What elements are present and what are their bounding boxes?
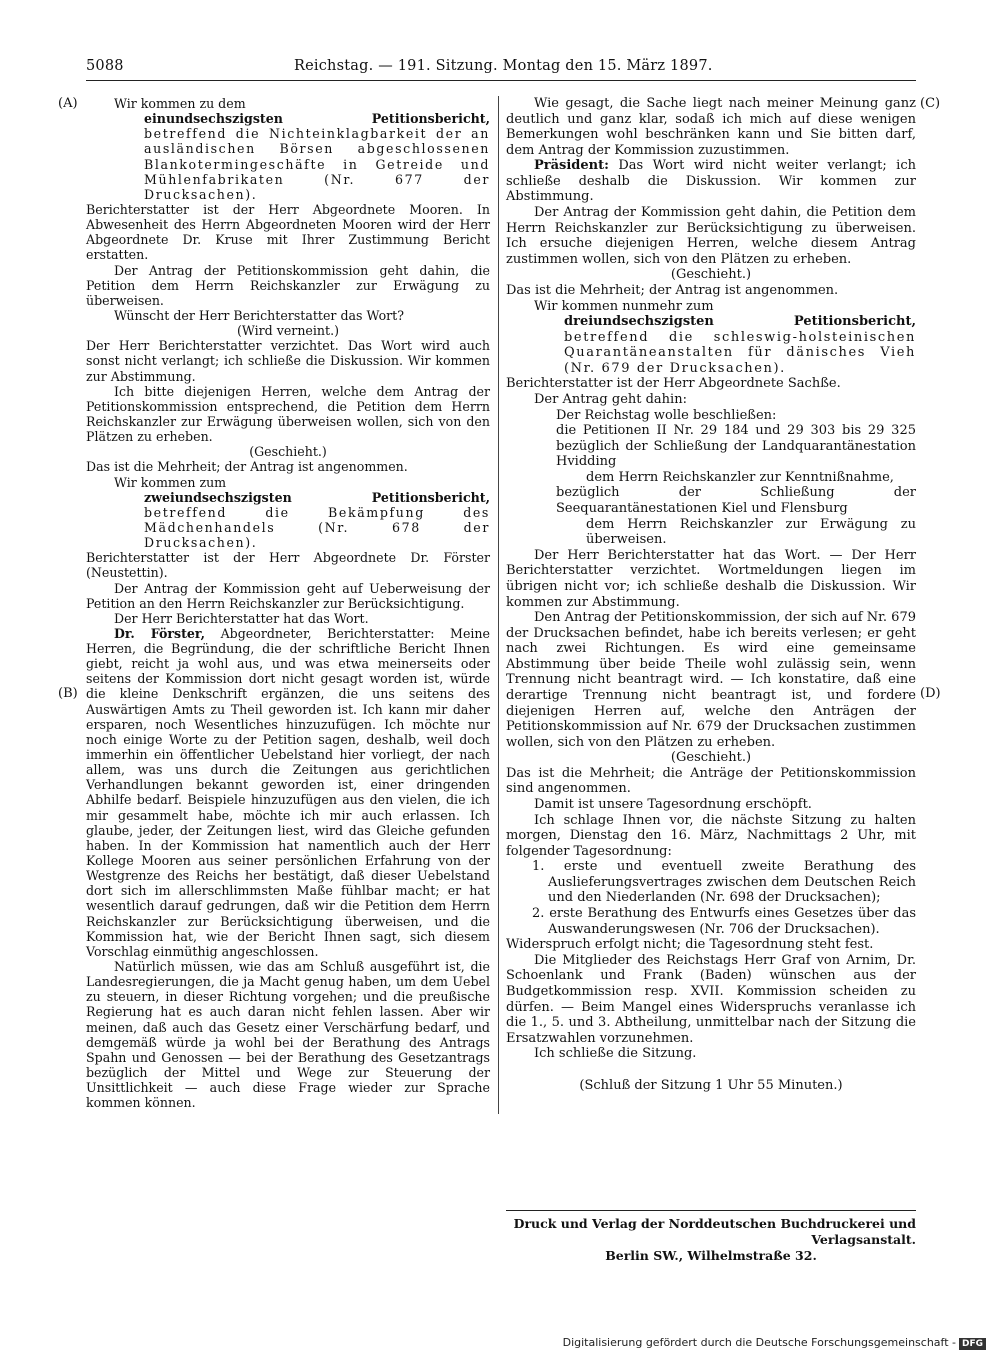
imprint-rule — [506, 1210, 916, 1211]
stage-direction: (Geschieht.) — [670, 267, 752, 283]
imprint-line: Druck und Verlag der Norddeutschen Buchdruckerei und Verlagsanstalt. — [513, 1216, 916, 1247]
paragraph: Das ist die Mehrheit; der Antrag ist angenommen. — [506, 282, 839, 298]
paragraph: Dr. Förster, Abgeordneter, Berichterstatter: Meine Herren, die Begründung, die der schriftliche Bericht Ihnen giebt, reicht ja wohl aus, und was etwa meinerseits oder seitens der Kommission dort nicht gesagt worden ist, würde die kleine Denkschrift ergänzen, die uns seitens des Auswärtigen Amts zu Theil geworden ist. Ich kann mir daher ersparen, noch Wesentliches hinzuzufügen. Ich möchte nur noch einige Worte zu der Petition sagen, deshalb, weil doch immerhin ein öffentlicher Uebelstand hier vorliegt, der nach allem, was uns durch die Zeitungen aus gerichtlichen Verhandlungen bekannt geworden ist, einer dringenden Abhilfe bedarf. Beispiele hinzuzufügen aus den vielen, die ich mir gesammelt habe, möchte ich mir auch erlassen. Ich glaube, jeder, der Zeitungen liest, wird das Gleiche gefunden haben. In der Kommission hat namentlich auch der Herr Kollege Mooren aus seiner persönlichen Erfahrung von der Westgrenze des Reichs her bestätigt, daß dieser Uebelstand dort sich im allerschlimmsten Maße fühlbar macht; er hat wesentlich darauf gedrungen, daß wir die Petition dem Herrn Reichskanzler zur Berücksichtigung überweisen, und die Kommission hat, wie der Bericht Ihnen sagt, sich diesem Vorschlag einmüthig angeschlossen. — [86, 625, 490, 959]
resolution-line: dem Herrn Reichskanzler zur Erwägung zu überweisen. — [586, 516, 916, 548]
margin-mark-d: (D) — [920, 686, 941, 701]
paragraph: Wie gesagt, die Sache liegt nach meiner Meinung ganz deutlich und ganz klar, sodaß ich mich auf diese wenigen Bemerkungen wohl beschränken kann und Sie bitten darf, dem Antrag der Kommission zuzustimmen. — [506, 96, 916, 158]
paragraph: Ich bitte diejenigen Herren, welche dem Antrag der Petitionskommission entsprechend, die Petition dem Herrn Reichskanzler zur Erwägung überweisen wollen, sich von den Plätzen zu erheben. — [86, 383, 490, 445]
paragraph: Der Antrag der Kommission geht auf Ueberweisung der Petition an den Herrn Reichskanzler zur Berücksichtigung. — [86, 580, 490, 611]
paragraph: Wir kommen zu dem — [114, 96, 246, 111]
paragraph: Ich schließe die Sitzung. — [534, 1046, 697, 1062]
paragraph: Berichterstatter ist der Herr Abgeordnete Dr. Förster (Neustettin). — [86, 550, 490, 581]
petition-heading: einundsechszigsten Petitionsbericht, — [144, 111, 490, 127]
paragraph: Natürlich müssen, wie das am Schluß ausgeführt ist, die Landesregierungen, die ja Macht genug haben, um dem Uebel zu steuern, in dieser Richtung vorgehen; und die preußische Regierung hat es auch daran nicht fehlen lassen. Aber wir meinen, daß auch das Gesetz einer Verschärfung bedarf, und demgemäß würde ja wohl bei der Berathung des Antrags Spahn und Genossen — bei der Berathung des Gesetzantrags bezüglich der Mittel und Wege zur Steuerung der Unsittlichkeit — auch diese Frage wieder zur Sprache kommen können. — [86, 959, 490, 1111]
paragraph: Damit ist unsere Tagesordnung erschöpft. — [534, 797, 812, 813]
running-title: Reichstag. — 191. Sitzung. Montag den 15. März 1897. — [294, 58, 713, 74]
header-rule — [86, 80, 916, 81]
paragraph: Der Herr Berichterstatter verzichtet. Das Wort wird auch sonst nicht verlangt; ich schließe die Diskussion. Wir kommen zur Abstimmung. — [86, 338, 490, 384]
stage-direction: (Wird verneint.) — [236, 323, 340, 339]
paragraph: Wir kommen nunmehr zum — [534, 298, 714, 314]
paragraph: Das ist die Mehrheit; die Anträge der Petitionskommission sind angenommen. — [506, 765, 916, 797]
digitization-footer — [563, 1336, 986, 1350]
stage-direction: (Geschieht.) — [670, 750, 752, 766]
paragraph: Das ist die Mehrheit; der Antrag ist angenommen. — [86, 459, 408, 475]
paragraph: Der Herr Berichterstatter hat das Wort. — Der Herr Berichterstatter verzichtet. Wortmeldungen liegen im übrigen nicht vor; ich schließe deshalb die Diskussion. Wir kommen zur Abstimmung. — [506, 547, 916, 610]
resolution-line: die Petitionen II Nr. 29 184 und 29 303 bis 29 325 bezüglich der Schließung der Landquarantänestation Hvidding — [556, 423, 916, 470]
paragraph: Den Antrag der Petitionskommission, der sich auf Nr. 679 der Drucksachen befindet, habe ich bereits verlesen; er geht nach zwei Richtungen. Es wird eine gemeinsame Abstimmung über beide Theile wohl zulässig sein, wenn Trennung nicht beantragt wird. — Ich konstatire, daß eine derartige Trennung nicht beantragt ist, und fordere diejenigen Herren auf, welche den Anträgen der Petitionskommission auf Nr. 679 der Drucksachen zustimmen wollen, sich von den Plätzen zu erheben. — [506, 610, 916, 750]
paragraph: Der Antrag geht dahin: — [534, 391, 687, 407]
paragraph: Wünscht der Herr Berichterstatter das Wort? — [114, 307, 404, 323]
paragraph: Widerspruch erfolgt nicht; die Tagesordnung steht fest. — [506, 937, 874, 953]
resolution-line: bezüglich der Schließung der Seequarantänestationen Kiel und Flensburg — [556, 485, 916, 517]
column-divider — [498, 96, 499, 1114]
paragraph: Berichterstatter ist der Herr Abgeordnete Sachße. — [506, 376, 841, 392]
paragraph: zweiundsechszigsten Petitionsbericht, betreffend die Bekämpfung des Mädchenhandels (Nr. 678 der Drucksachen). — [144, 489, 490, 551]
speaker-name: Dr. Förster, — [114, 625, 206, 641]
paragraph: Berichterstatter ist der Herr Abgeordnete Mooren. In Abwesenheit des Herrn Abgeordneten Mooren wird der Herr Abgeordnete Dr. Kruse mit Ihrer Zustimmung Bericht erstatten. — [86, 201, 490, 263]
right-column — [506, 96, 916, 1093]
imprint-line: Berlin SW., Wilhelmstraße 32. — [605, 1248, 817, 1263]
closing-note: (Schluß der Sitzung 1 Uhr 55 Minuten.) — [579, 1077, 843, 1093]
agenda-item: 2. erste Berathung des Entwurfs eines Gesetzes über das Auswanderungswesen (Nr. 706 der Drucksachen). — [532, 906, 916, 937]
paragraph: Der Antrag der Kommission geht dahin, die Petition dem Herrn Reichskanzler zur Berücksichtigung zu überweisen. Ich ersuche diejenigen Herren, welche diesem Antrag zustimmen wollen, sich von den Plätzen zu erheben. — [506, 205, 916, 267]
agenda-item: 1. erste und eventuell zweite Berathung des Auslieferungsvertrages zwischen dem Deutschen Reich und den Niederlanden (Nr. 698 der Drucksachen); — [532, 859, 916, 906]
dfg-logo-icon: DFG — [959, 1338, 986, 1350]
paragraph: einundsechszigsten Petitionsbericht, betreffend die Nichteinklagbarkeit der an ausländischen Börsen abgeschlossenen Blankotermingeschäfte in Getreide und Mühlenfabrikaten (Nr. 677 der Drucksachen). — [144, 111, 490, 202]
resolution-line: dem Herrn Reichskanzler zur Kenntnißnahme, — [586, 469, 894, 485]
margin-mark-b: (B) — [58, 686, 78, 701]
resolution-line: Der Reichstag wolle beschließen: — [556, 407, 777, 423]
speaker-name: Präsident: — [534, 158, 609, 174]
paragraph: Der Herr Berichterstatter hat das Wort. — [114, 610, 369, 626]
petition-heading: dreiundsechszigsten Petitionsbericht, — [564, 314, 916, 330]
margin-mark-a: (A) — [58, 96, 78, 111]
stage-direction: (Geschieht.) — [249, 444, 327, 460]
paragraph: Präsident: Das Wort wird nicht weiter verlangt; ich schließe deshalb die Diskussion. Wir kommen zur Abstimmung. — [506, 158, 916, 205]
paragraph: Die Mitglieder des Reichstags Herr Graf von Arnim, Dr. Schoenlank und Frank (Baden) wünschen aus der Budgetkommission resp. XVII. Kommission scheiden zu dürfen. — Beim Mangel eines Widerspruchs veranlasse ich die 1., 5. und 3. Abtheilung, unmittelbar nach der Sitzung die Ersatzwahlen vorzunehmen. — [506, 952, 916, 1046]
margin-mark-c: (C) — [920, 96, 941, 111]
page-header — [86, 58, 916, 78]
footer-text: Digitalisierung gefördert durch die Deutsche Forschungsgemeinschaft - — [562, 1336, 956, 1349]
petition-heading: zweiundsechszigsten Petitionsbericht, — [144, 489, 490, 505]
left-column — [86, 96, 490, 1110]
paragraph: Ich schlage Ihnen vor, die nächste Sitzung zu halten morgen, Dienstag den 16. März, Nachmittags 2 Uhr, mit folgender Tagesordnung: — [506, 812, 916, 859]
paragraph: dreiundsechszigsten Petitionsbericht, betreffend die schleswig-holsteinischen Quarantäneanstalten für dänisches Vieh (Nr. 679 der Drucksachen). — [564, 314, 916, 376]
paragraph: Wir kommen zum — [114, 474, 227, 490]
printer-imprint — [506, 1216, 916, 1264]
paragraph: Der Antrag der Petitionskommission geht dahin, die Petition dem Herrn Reichskanzler zur Erwägung zu überweisen. — [86, 262, 490, 308]
page-number: 5088 — [86, 58, 124, 74]
